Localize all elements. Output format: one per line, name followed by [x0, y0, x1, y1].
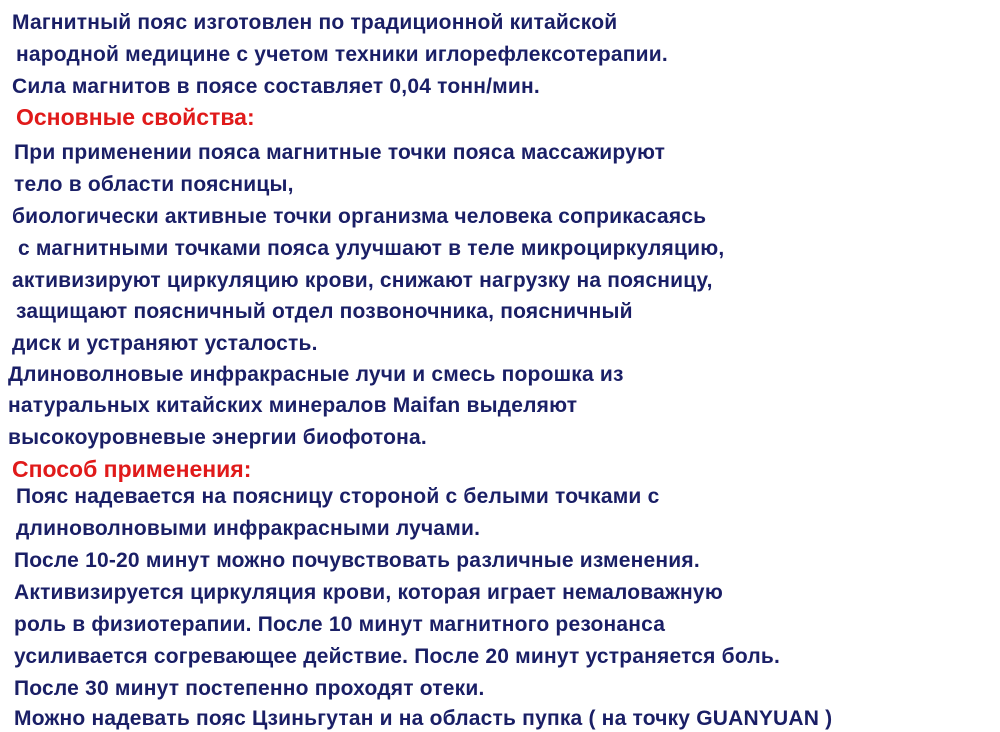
intro-line-1: Магнитный пояс изготовлен по традиционной китайской	[12, 11, 618, 34]
properties-line-1: При применении пояса магнитные точки пояса массажируют	[14, 141, 666, 164]
properties-heading: Основные свойства:	[16, 104, 255, 130]
intro-line-3: Сила магнитов в поясе составляет 0,04 тонн/мин.	[12, 75, 540, 98]
usage-line-3: После 10-20 минут можно почувствовать различные изменения.	[14, 549, 700, 572]
properties-line-2: тело в области поясницы,	[14, 173, 294, 196]
usage-heading: Способ применения:	[12, 456, 252, 482]
intro-line-2: народной медицине с учетом техники иглорефлексотерапии.	[16, 43, 668, 66]
properties-line-6: защищают поясничный отдел позвоночника, поясничный	[16, 300, 633, 323]
properties-line-3: биологически активные точки организма человека соприкасаясь	[12, 205, 707, 228]
usage-line-7: После 30 минут постепенно проходят отеки.	[14, 677, 485, 700]
properties-line-5: активизируют циркуляцию крови, снижают нагрузку на поясницу,	[12, 269, 713, 292]
properties-line-8: Длиноволновые инфракрасные лучи и смесь порошка из	[8, 363, 624, 386]
properties-line-4: с магнитными точками пояса улучшают в теле микроциркуляцию,	[18, 237, 725, 260]
properties-line-10: высокоуровневые энергии биофотона.	[8, 426, 427, 449]
usage-line-4: Активизируется циркуляция крови, которая играет немаловажную	[14, 581, 723, 604]
usage-line-8: Можно надевать пояс Цзиньгутан и на область пупка ( на точку GUANYUAN )	[14, 707, 833, 730]
properties-line-7: диск и устраняют усталость.	[12, 332, 318, 355]
usage-line-1: Пояс надевается на поясницу стороной с белыми точками с	[16, 485, 660, 508]
properties-line-9: натуральных китайских минералов Maifan выделяют	[8, 394, 578, 417]
usage-line-2: длиноволновыми инфракрасными лучами.	[16, 517, 481, 540]
usage-line-6: усиливается согревающее действие. После 20 минут устраняется боль.	[14, 645, 781, 668]
usage-line-5: роль в физиотерапии. После 10 минут магнитного резонанса	[14, 613, 666, 636]
